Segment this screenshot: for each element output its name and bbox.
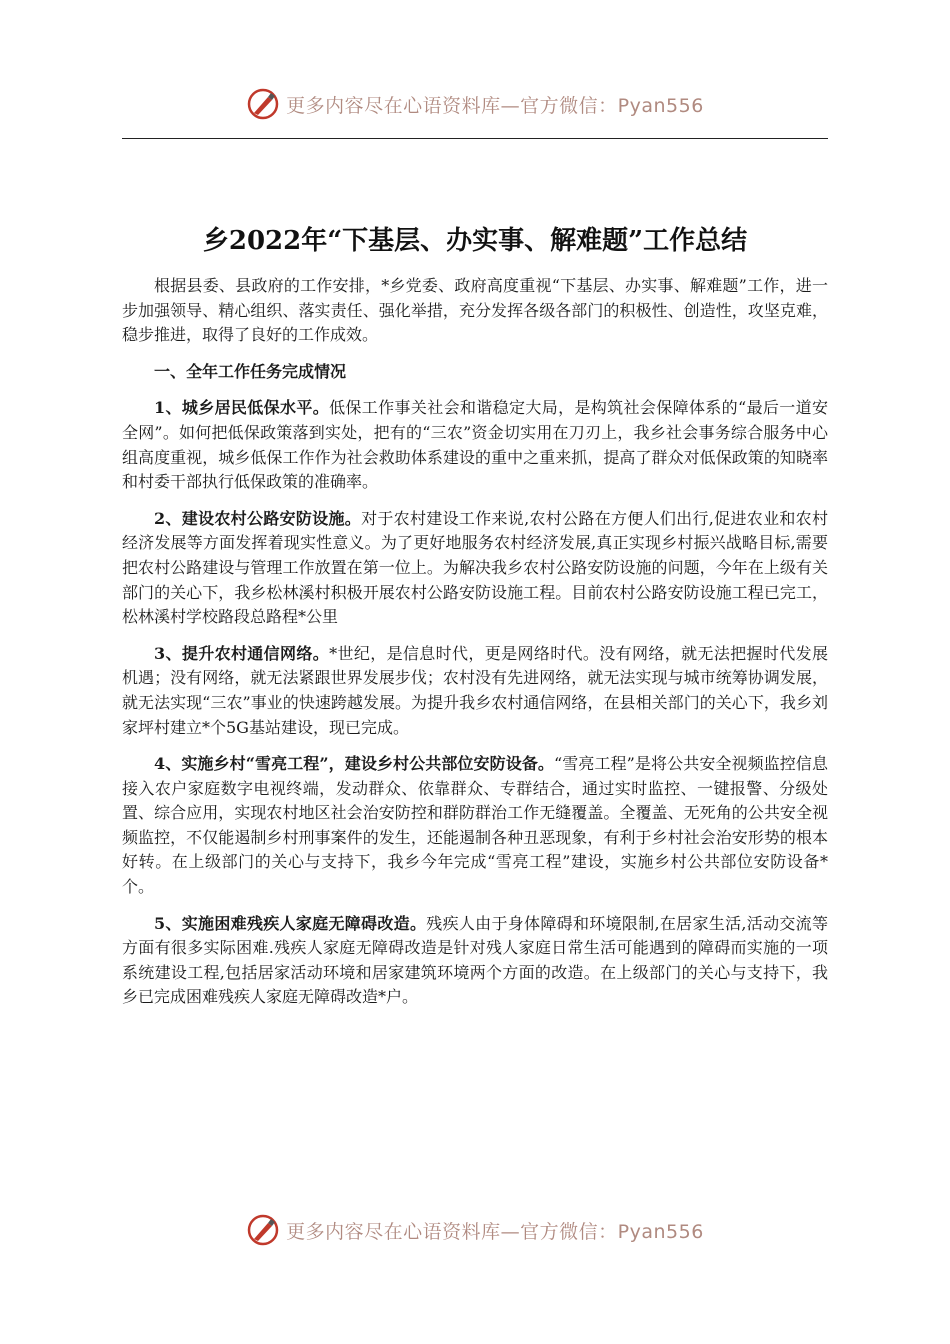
item-paragraph	[122, 642, 828, 740]
item-paragraph	[122, 507, 828, 630]
item-body: 残疾人由于身体障碍和环境限制,在居家生活,活动交流等方面有很多实际困难.残疾人家庭无障碍改造是针对残人家庭日常生活可能遇到的障碍而实施的一项系统建设工程,包括居家活动环境和居家建筑环境两个方面的改造。在上级部门的关心与支持下，我乡已完成困难残疾人家庭无障碍改造*户。	[122, 913, 828, 1007]
header-divider	[122, 138, 828, 139]
header-banner-handle: Pyan556	[617, 94, 704, 117]
item-paragraph	[122, 752, 828, 900]
item-body: 低保工作事关社会和谐稳定大局，是构筑社会保障体系的“最后一道安全网”。如何把低保政策落到实处，把有的“三农”资金切实用在刀刃上，我乡社会事务综合服务中心组高度重视，城乡低保工作作为社会救助体系建设的重中之重来抓，提高了群众对低保政策的知晓率和村委干部执行低保政策的准确率。	[122, 398, 828, 492]
item-body: “雪亮工程”是将公共安全视频监控信息接入农户家庭数字电视终端，发动群众、依靠群众、专群结合，通过实时监控、一键报警、分级处置、综合应用，实现农村地区社会治安防控和群防群治工作无缝覆盖。全覆盖、无死角的公共安全视频监控，不仅能遏制乡村刑事案件的发生，还能遏制各种丑恶现象，有利于乡村社会治安形势的根本好转。在上级部门的关心与支持下，我乡今年完成“雪亮工程”建设，实施乡村公共部位安防设备*个。	[122, 754, 828, 897]
page-footer	[0, 1210, 950, 1250]
page-header	[0, 84, 950, 124]
intro-paragraph: 根据县委、县政府的工作安排，*乡党委、政府高度重视“下基层、办实事、解难题”工作，进一步加强领导、精心组织、落实责任、强化举措，充分发挥各级各部门的积极性、创造性，攻坚克难，稳步推进，取得了良好的工作成效。	[122, 276, 828, 345]
item-body: *世纪，是信息时代，更是网络时代。没有网络，就无法把握时代发展机遇；没有网络，就无法紧跟世界发展步伐；农村没有先进网络，就无法实现与城市统筹协调发展，就无法实现“三农”事业的快速跨越发展。为提升我乡农村通信网络，在县相关部门的关心下，我乡刘家坪村建立*个5G基站建设，现已完成。	[122, 643, 828, 737]
item-paragraph	[122, 396, 828, 494]
footer-banner-handle: Pyan556	[617, 1220, 704, 1243]
pen-logo-icon	[246, 1213, 280, 1247]
item-heading: 3、提升农村通信网络。	[154, 643, 330, 663]
item-body: 对于农村建设工作来说,农村公路在方便人们出行,促进农业和农村经济发展等方面发挥着现实性意义。为了更好地服务农村经济发展,真正实现乡村振兴战略目标,需要把农村公路建设与管理工作放置在第一位上。为解决我乡农村公路安防设施的问题，今年在上级有关部门的关心下，我乡松林溪村积极开展农村公路安防设施工程。目前农村公路安防设施工程已完工，松林溪村学校路段总路程*公里	[122, 508, 828, 627]
pen-logo-icon	[246, 87, 280, 121]
item-heading: 5、实施困难残疾人家庭无障碍改造。	[154, 913, 427, 933]
header-banner	[286, 91, 704, 118]
section-heading: 一、全年工作任务完成情况	[154, 361, 347, 381]
footer-banner	[286, 1217, 704, 1244]
item-heading: 2、建设农村公路安防设施。	[154, 508, 362, 528]
header-banner-main: 更多内容尽在心语资料库—官方微信：	[286, 94, 618, 117]
item-heading: 1、城乡居民低保水平。	[154, 398, 330, 418]
document-body	[122, 274, 828, 1022]
document-title: 乡2022年“下基层、办实事、解难题”工作总结	[202, 226, 748, 256]
footer-banner-main: 更多内容尽在心语资料库—官方微信：	[286, 1220, 618, 1243]
item-paragraph	[122, 912, 828, 1010]
item-heading: 4、实施乡村“雪亮工程”，建设乡村公共部位安防设备。	[154, 754, 555, 774]
